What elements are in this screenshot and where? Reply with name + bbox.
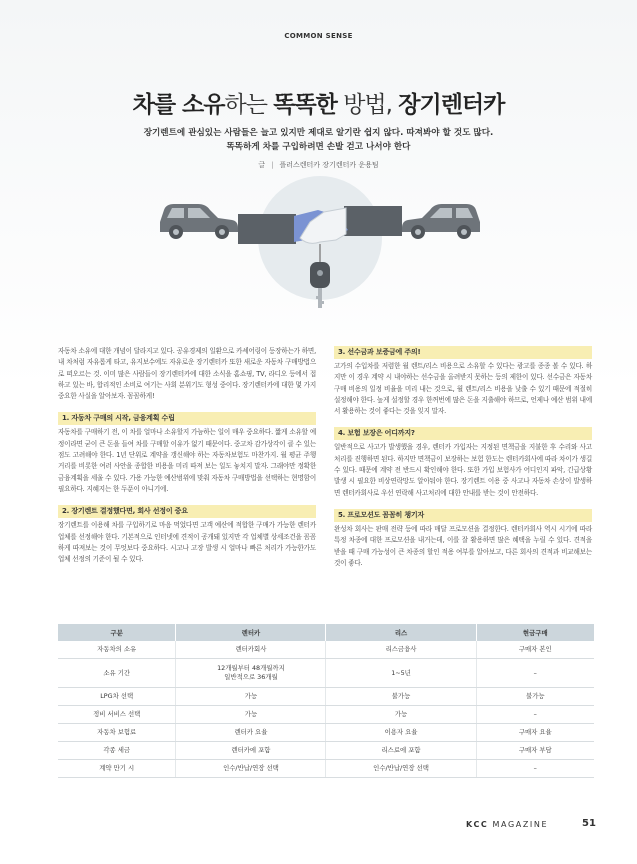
footer-magazine-bold: KCC (466, 820, 489, 829)
subtitle-line2: 똑똑하게 차를 구입하려면 손발 걷고 나서야 한다 (226, 142, 411, 152)
byline-label: 글 (258, 161, 266, 169)
header-cash: 현금구매 (476, 624, 594, 641)
byline-author: 플러스렌터카 장기렌터카 운용팀 (279, 161, 379, 169)
intro-paragraph: 자동차 소유에 대한 개념이 달라지고 있다. 공유경제의 일환으로 카셰어링이 등장하는가 하면, 내 차처럼 자유롭게 타고, 유지보수에도 자유로운 장기렌터카 또한 새로운 자동차 구매방법으로 떠오르는 것. 이미 많은 사람들이 장기렌터카에 대한 소식을 홈쇼핑, TV, 라디오 등에서 접하고 있는 바, 합리적인 소비로 여기는 사회 분위기도 형성 중이다. 장기렌터카에 대한 몇 가지 중요한 사실을 알아보자. 꼼꼼하게! (58, 347, 316, 401)
title-part5: 장기렌터카 (398, 92, 505, 118)
table-cell: – (476, 706, 594, 724)
page-number: 51 (582, 818, 596, 829)
table-row (58, 641, 594, 659)
table-cell: 리스금융사 (326, 641, 476, 659)
section-3-heading: 3. 선수금과 보증금에 주의! (334, 346, 592, 359)
table-row (58, 706, 594, 724)
table-cell: 정비 서비스 선택 (58, 706, 176, 724)
left-column (58, 346, 316, 575)
table-cell: 리스료에 포함 (326, 742, 476, 760)
section-2-body: 장기렌트를 이용해 차를 구입하기로 마음 먹었다면 고객 예산에 적합한 구매가 가능한 렌터카업체를 선정해야 한다. 기본적으로 인터넷에 견적이 공개돼 있지만 각 업체별 상세조건을 꼼꼼하게 따져보는 것이 무엇보다 중요하다. 시고나 고장 발생 시 얼마나 빠른 처리가 가능한가도 업체 선정의 기준이 될 수 있다. (58, 521, 316, 564)
table-cell: – (476, 760, 594, 778)
header-lease: 리스 (326, 624, 476, 641)
section-1-heading: 1. 자동차 구매의 시작, 금융계획 수립 (58, 412, 316, 425)
table-cell: 가능 (176, 688, 326, 706)
table-row (58, 688, 594, 706)
section-5-body: 완성차 회사는 판매 전략 등에 따라 매달 프로모션을 결정한다. 렌터카회사 역시 시기에 따라 특정 차종에 대한 프로모션을 내거는데, 이를 잘 활용하면 많은 혜택을 누릴 수 있다. 견적을 받을 때 구매 가능성이 큰 차종의 할인 적용 여부를 알아보고, 다른 회사의 견적과 비교해보는 것이 좋다. (334, 524, 592, 567)
table-cell: 렌터카 요율 (176, 724, 326, 742)
header-category: 구분 (58, 624, 176, 641)
table-cell: 각종 세금 (58, 742, 176, 760)
comparison-table (58, 624, 594, 778)
section-3-body: 고가의 수입차를 저렴한 월 렌트/리스 비용으로 소유할 수 있다는 광고를 종종 볼 수 있다. 하지만 이 경우 계약 시 내야하는 선수금을 올려받지 못하는 등의 제한이 있다. 선수금은 자동차 구매 비용의 일정 비율을 미리 내는 것으로, 월 렌트/리스 비용을 낮출 수 있기 때문에 적절히 설정해야 한다. 높게 설정할 경우 한꺼번에 많은 돈을 지출해야 하므로, 언제나 예산 범위 내에서 활용하는 것이 좋다는 것을 잊지 말자. (334, 362, 592, 416)
table-row (58, 742, 594, 760)
table-cell: 12개월부터 48개월까지 일반적으로 36개월 (176, 659, 326, 688)
footer-magazine-rest: MAGAZINE (488, 820, 549, 829)
table-cell: 가능 (176, 706, 326, 724)
table-cell: 구매자 부담 (476, 742, 594, 760)
table-row (58, 760, 594, 778)
table-cell: 계약 만기 시 (58, 760, 176, 778)
section-label: COMMON SENSE (284, 32, 353, 40)
title-part1: 차를 소유 (132, 92, 225, 118)
table-cell: 렌터카에 포함 (176, 742, 326, 760)
table-cell: 자동차 보험료 (58, 724, 176, 742)
table-cell: 자동차의 소유 (58, 641, 176, 659)
table-cell: LPG차 선택 (58, 688, 176, 706)
table-row (58, 659, 594, 688)
title-part4: 방법, (336, 92, 399, 118)
table-row (58, 724, 594, 742)
table-cell: 인수/반납/연장 선택 (326, 760, 476, 778)
table-cell: 소유 기간 (58, 659, 176, 688)
table-cell: 구매자 요율 (476, 724, 594, 742)
article-title (0, 86, 637, 119)
right-sleeve (344, 206, 402, 236)
right-car-icon (402, 204, 480, 239)
footer-magazine-name (466, 820, 548, 829)
table-cell: 불가능 (476, 688, 594, 706)
table-header-row (58, 624, 594, 641)
handshake-car-key-illustration (140, 170, 500, 340)
table-cell: 이용자 요율 (326, 724, 476, 742)
title-part3: 똑똑한 (273, 92, 337, 118)
section-1-body: 자동차를 구매하기 전, 이 차를 얼마나 소유할지 가늠하는 일이 매우 중요하다. 짧게 소유할 예정이라면 굳이 큰 돈을 들여 차를 구매할 이유가 없기 때문이다. 중고차 감가상각이 클 수 있는 점도 고려해야 한다. 1년 단위로 계약을 갱신해야 하는 자동차보험도 마찬가지. 월 평균 주행거리를 비롯한 여러 사안을 종합한 비용을 미리 따져 보는 일도 놓치지 말자. 그래야만 정확한 금융계획을 세울 수 있다. 가용 가능한 예산범위에 맞춰 자동차 구매방법을 선택하는 현명함이 필요하다. 지혜지는 한 두푼이 아니기에. (58, 428, 316, 493)
section-4-body: 일반적으로 사고가 발생했을 경우, 렌터카 가입자는 지정된 면책금을 지불한 후 수리와 사고 처리를 진행하면 된다. 하지만 면책금이 보장하는 보험 한도는 렌터카회사에 따라 차이가 생길 수 있다. 때문에 계약 전 반드시 확인해야 한다. 또한 가입 보험사가 어디인지 파악, 긴급상황 발생 시 필요한 비상연락망도 알아둬야 한다. 장기렌트 이용 중 사고나 자동차 손상이 발생하면 렌터카회사로 우선 연락해 사고처리에 대한 안내를 받는 것이 안전하다. (334, 443, 592, 497)
table-cell: 불가능 (326, 688, 476, 706)
table-cell: – (476, 659, 594, 688)
left-car-icon (160, 204, 238, 239)
section-4-heading: 4. 보험 보장은 어디까지? (334, 427, 592, 440)
left-sleeve (238, 214, 296, 244)
table-cell: 1~5년 (326, 659, 476, 688)
byline (0, 160, 637, 170)
section-5-heading: 5. 프로모션도 꼼꼼히 챙기자 (334, 509, 592, 522)
table-cell: 가능 (326, 706, 476, 724)
header-rentcar: 렌터카 (176, 624, 326, 641)
subtitle-line1: 장기렌트에 관심있는 사람들은 늘고 있지만 제대로 알기란 쉽지 않다. 따져봐야 할 것도 많다. (143, 128, 494, 138)
article-subtitle (0, 126, 637, 154)
table-cell: 구매자 본인 (476, 641, 594, 659)
section-2-heading: 2. 장기렌트 결정했다면, 회사 선정이 중요 (58, 505, 316, 518)
byline-separator: | (271, 161, 274, 169)
table-cell: 렌터카회사 (176, 641, 326, 659)
title-part2: 하는 (224, 92, 274, 118)
right-column (334, 346, 592, 579)
table-cell: 인수/반납/연장 선택 (176, 760, 326, 778)
